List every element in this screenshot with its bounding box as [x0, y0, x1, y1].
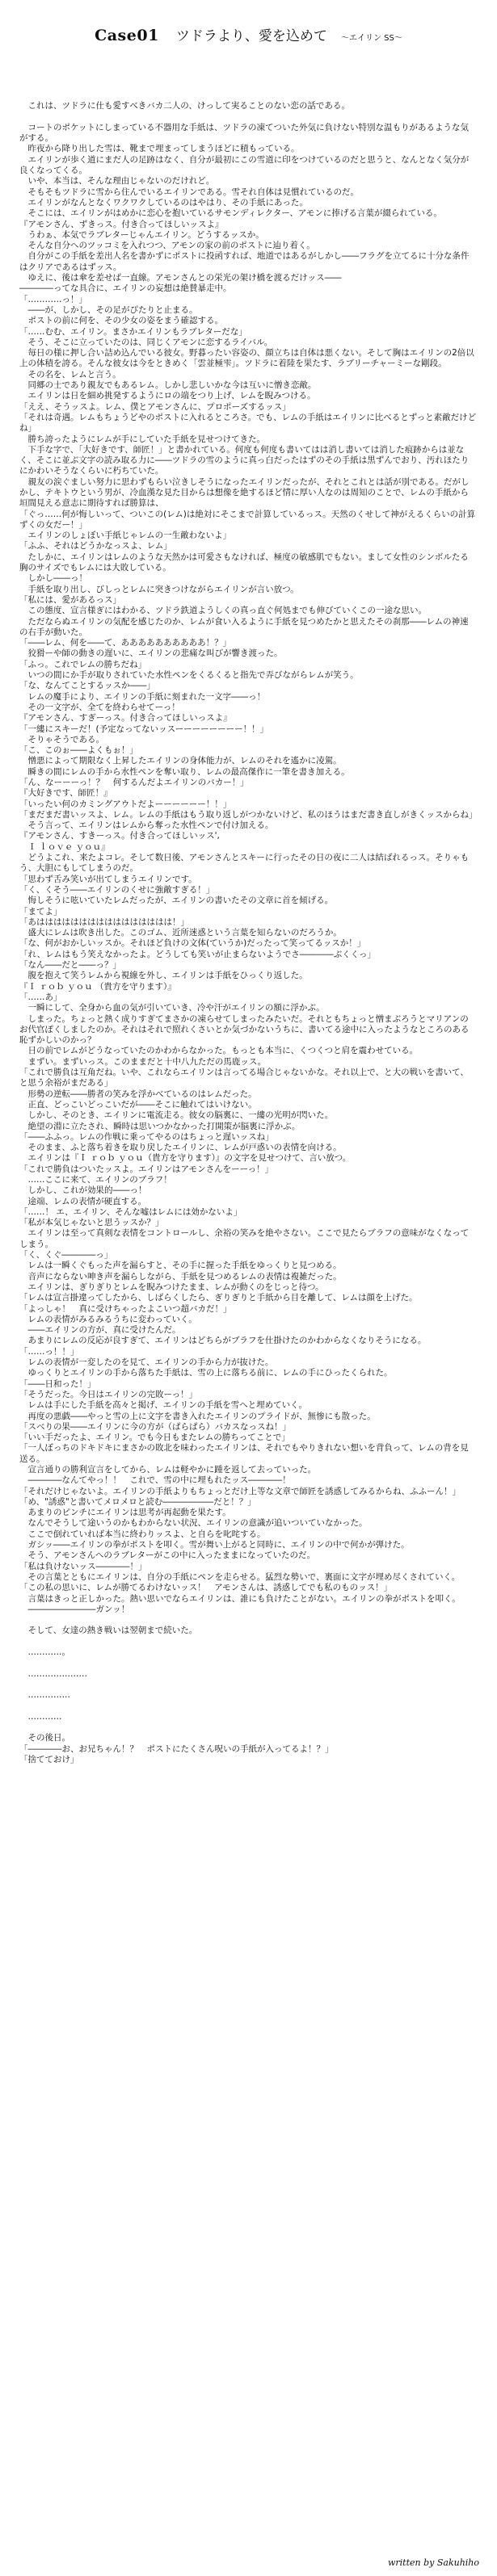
story-paragraph: 「レムは宣言掛違ってしたから、しばらくしたら、ぎりぎりと手紙から目を離して、レムは顔を上げた。	[19, 1293, 418, 1303]
story-paragraph: …………………	[19, 1668, 87, 1679]
story-paragraph: 「こ、このぉ――よくもぉ！」	[19, 745, 138, 756]
story-paragraph: どうよこれ、来たよコレ。そして数日後、アモンさんとスキーに行ったその日の夜に二人は結ばれるっス。そりゃもう、大胆にもしてしまうのだ。	[19, 853, 470, 874]
story-paragraph	[19, 1658, 477, 1668]
story-paragraph	[19, 1722, 477, 1733]
story-paragraph: エイリンが歩く道にまだ人の足跡はなく、自分が最初にこの雪道に印をつけているのだと思うと、なんとなく気分が良くなってくる。	[19, 154, 470, 176]
story-paragraph: エイリンは日を細め挑発するようにロの端をつり上げ、レムを睨みつける。	[19, 391, 316, 401]
story-paragraph	[19, 1637, 477, 1647]
story-paragraph: 「――日和った！」	[19, 1378, 96, 1389]
story-paragraph: 「ふっ。これでレムの勝ちだね」	[19, 659, 147, 669]
story-paragraph: 言葉はきっと正しかった。熱い思いでならエイリンは、誰にも負けたことがない。エイリンの拳がポストを叩く。	[19, 1593, 461, 1604]
story-paragraph: 「それは奇遇。レムもちょうどやのポストに入れるところさ。でも、レムの手紙はエイリンに比べるとずっと素敵だけどね」	[19, 412, 477, 434]
story-paragraph: 腹を抱えて笑うレムから視線を外し、エイリンは手紙をひっくり返した。	[19, 971, 308, 981]
story-paragraph: ……ここに来て、エイリンのブラフ！	[19, 1174, 172, 1185]
story-paragraph: 「よっしゃ！ 真に受けちゃったよこいつ超バカだ！」	[19, 1303, 232, 1314]
author-credit: written by Sakuhiho	[387, 2557, 479, 2568]
story-paragraph: 『Ｉ ｒｏｂ ｙｏｕ （貴方を守ります）』	[19, 981, 176, 992]
story-body	[19, 90, 477, 1765]
story-paragraph: ――が、しかし、その足がぴたりと止まる。	[19, 304, 198, 315]
story-paragraph: ――――ってな具合に、エイリンの妄想は絶賛暴走中。	[19, 283, 232, 294]
story-paragraph: まずい。まずいっス。このままだと十中八九ただの馬鹿ッス。	[19, 1056, 267, 1067]
story-paragraph: 一瞬にして、全身から血の気が引いていき、冷や汗がエイリンの額に浮かぶ。	[19, 1003, 325, 1013]
story-paragraph	[19, 1615, 477, 1626]
story-paragraph: その名を、レムと言う。	[19, 369, 121, 380]
story-paragraph: エイリンのしょぼい手紙じゃレムの一生敵わないよ」	[19, 531, 232, 541]
story-paragraph: 「まだまだ書いッスよ、レム。レムの手紙はもう取り返しがつかないけど、私のほうはまだ書き直しがきくッスからね」	[19, 809, 478, 820]
story-paragraph: その一文字が、全てを終わらせてーっ！	[19, 702, 180, 712]
story-paragraph: 「私は負けないッス――――！」	[19, 1561, 147, 1571]
story-title: ツドラより、愛を込めて	[175, 28, 327, 44]
story-paragraph: 「な、何がおかしいッスか。それほど負けの文体(ていうか)だったって笑ってるッスか！」	[19, 938, 366, 949]
story-paragraph: そう、アモンさんへのラブレターがこの中に入ったままになっていたのだ。	[19, 1550, 316, 1561]
story-paragraph: そして、女達の熱き戦いは翌朝まで続いた。	[19, 1626, 198, 1636]
story-paragraph: 悔しそうに呟いていたレムだったが、エイリンの書いたその文章に首を傾げる。	[19, 896, 334, 906]
story-paragraph: レムの表情がみるみるうちに変わっていく。	[19, 1314, 197, 1324]
story-paragraph: 「――――お、お兄ちゃん！？ ポストにたくさん呪いの手紙が入ってるよ！？」	[19, 1743, 334, 1754]
story-paragraph: エイリンがなんとなくワクワクしているのはやはり、その手紙にあった。	[19, 197, 308, 208]
story-paragraph: 音声にならない呻き声を漏らしながら、手紙を見つめるレムの表情は複雑だった。	[19, 1271, 342, 1282]
story-paragraph: エイリンは、ぎりぎりとレムを睨みつけたまま、レムが動くのをじっと待つ。	[19, 1282, 324, 1292]
story-paragraph: しまった。ちょっと熱く成りすぎてまさかの凍らせてしまったみたいだ。それともちょっと憎まぶろうとマリアンのお代官ぽくしましたのか。それはそれで照れくさいとか気づかないうちに、書いてる途中に入ったようなところのある恥ずかしいのかっ？	[19, 1013, 470, 1046]
story-paragraph: 毎日の様に押し合い詰め込んでいる彼女。野暮ったい容姿の、顔立ちは自体は悪くない。そして胸はエイリンの2倍以上の体積を誇る。そんな彼女は今をときめく「雲並極雫」。ツドラに着陸を果たす、ラブリーチャーミーな剛段。	[19, 348, 474, 369]
story-paragraph: エイリンは『Ｉ ｒｏｂ ｙｏｕ（貴方を守ります）』の文字を見せつけて、言い放つ。	[19, 1153, 352, 1164]
story-paragraph: 宣言通りの勝利宣言をしてから、レムは軽やかに踵を返して去っていった。	[19, 1465, 317, 1475]
story-paragraph: 狡猾ーや師の動きの遅いに、エイリンの悲痛な叫びが響き渡った。	[19, 648, 283, 659]
story-paragraph: しかし、これが効果的――っ！	[19, 1185, 147, 1196]
story-paragraph: ここで倒れていれば本当に終わりッスよ、と自らを叱咤する。	[19, 1529, 266, 1539]
story-paragraph: 憎悪によって期限なく上昇したエイリンの身体能力が、レムのそれを遙かに凌駕。	[19, 756, 342, 766]
story-paragraph: その言葉とともにエイリンは、自分の手紙にペンを走らせる。猛烈な勢いで、裏面に文字が埋め尽くされていく。	[19, 1571, 461, 1582]
story-paragraph: その後日。	[19, 1733, 70, 1743]
story-paragraph: あまりにレムの反応が良すぎて、エイリンはどちらがブラフを仕掛けたのかわからなくなりそうになる。	[19, 1336, 427, 1346]
story-paragraph: 「ぐっ……何が悔しいって、ついこの(レム)は絶対にそこまで計算しているっス。天然のくせして神がえるくらいの計算ずくの女だー！」	[19, 509, 476, 530]
story-paragraph: …………。	[19, 1647, 70, 1658]
story-paragraph: 「これで勝負はついたッスよ。エイリンはアモンさんをーーっ！」	[19, 1164, 274, 1174]
story-paragraph: そう、そこに立っていたのは、同じくアモンに恋するライバル。	[19, 337, 273, 347]
story-paragraph: 「な、なんてことするッスか――」	[19, 681, 155, 691]
story-paragraph: レムの魔手により、エイリンの手紙に刻まれた一文字――っ！	[19, 691, 266, 702]
story-paragraph: 正直、どっこいどっこいだが――そこに触れてはいけない。	[19, 1099, 257, 1110]
story-paragraph: 「ええ、そうッスよ。レム、僕とアモンさんに、プロポーズするッス」	[19, 401, 291, 412]
story-paragraph: ――エイリンの方が、真に受けたんだ。	[19, 1325, 181, 1336]
story-paragraph: 瞬きの間にレムの手から水性ペンを奪い取り、レムの最高傑作に一筆を書き加える。	[19, 766, 350, 777]
story-paragraph: 再度の悪戯――やっと雪の上に文字を書き入れたエイリンのプライドが、無惨にも散った。	[19, 1411, 376, 1421]
story-paragraph: 「いったい何のカミングアウトだよーーーーーー！！」	[19, 799, 232, 809]
story-paragraph: …………	[19, 1711, 62, 1722]
story-paragraph: エイリンは至って真剣な表情をコントロールし、余裕の笑みを絶やさない。ここで見たらブラフの意味がなくなってしまう。	[19, 1228, 470, 1249]
story-paragraph: 昨夜から降り出した雪は、靴まで埋まってしまうほどに積もっている。	[19, 144, 300, 154]
story-paragraph: レムの表情が一変したのを見て、エイリンの手から力が抜けた。	[19, 1357, 274, 1368]
story-paragraph: しかし、そのとき、エイリンに電流走る。彼女の脳裏に、一縷の光明が閃いた。	[19, 1110, 334, 1121]
story-paragraph: レムは手にした手紙を高々と掲げ、エイリンの手紙を雪へと埋めていく。	[19, 1400, 307, 1411]
story-paragraph: 盛大にレムは吹き出した。このゴム、近所迷惑という言葉を知らないのだろうか。	[19, 928, 342, 938]
story-paragraph: 「……っ！！」	[19, 1346, 79, 1357]
case-number: Case01	[95, 27, 159, 44]
story-paragraph: 『大好きです、師匠！』	[19, 788, 112, 799]
story-paragraph: 同郷の士であり親友でもあるレム。しかし悲しいかな今は互いに憎き恋敵。	[19, 380, 317, 391]
story-paragraph: Ｉ ｌｏｖｅ ｙｏｕ』	[19, 841, 110, 852]
story-paragraph: 日の前でレムがどうなっていたのかわからなかった。もっとも本当に、くつくつと肩を震わせている。	[19, 1046, 419, 1056]
story-paragraph: 『アモンさん、すきーっス。付き合ってほしいッス',	[19, 831, 220, 841]
story-subtitle: 〜エイリン SS〜	[340, 34, 402, 43]
story-paragraph: うわぁ、本気でラブレターじゃんエイリン。どうするッスか。	[19, 229, 264, 240]
story-paragraph: そのまま、ふと落ち着きを取り戻したエイリンに、レムが戸惑いの表情を向ける。	[19, 1143, 342, 1153]
story-header	[0, 24, 497, 44]
story-paragraph: 下手な字で、「大好きです、師匠！」と書かれている。何度も何度も書いてはは消し書いては消した痕跡からは並なく、そこに並ぶ文字の読み取る力に――ツドラの雪のように真っ白だったはずのその手紙は黒ずんでおり、汚れほたりにかわいそうなくらいに朽ちていた。	[19, 444, 470, 476]
story-paragraph: レムは一瞬くぐもった声を漏らすと、その手に握った手紙をゆっくりと見つめる。	[19, 1261, 342, 1271]
story-paragraph: 『アモンさん、ずきっス。付き合ってほしいッスよ』	[19, 219, 224, 229]
story-paragraph: 途端、レムの表情が硬直する。	[19, 1196, 147, 1206]
story-paragraph: いや、本当は、そんな理由じゃないのだけれど。	[19, 176, 215, 187]
story-paragraph: そりゃそうである。	[19, 734, 104, 745]
story-paragraph: 「思わず舌み笑いが出てしまうエイリンです。	[19, 874, 197, 884]
story-paragraph: 「スベりの果――エイリンに今の方が（ぱらぱら）バカスなっスね！」	[19, 1421, 291, 1432]
story-paragraph: 「…………っ！」	[19, 294, 87, 304]
story-paragraph: そう言って、エイリンはレムから奪った水性ペンで付け加える。	[19, 820, 274, 831]
story-paragraph: これは、ツドラに仕も愛すべきバカ二人の、けっして実ることのない恋の話である。	[19, 101, 350, 111]
story-paragraph: 「ふふ、それはどうかなっスよ、レム」	[19, 541, 172, 552]
story-paragraph: 「――レム、何を――て、ああああああああああ！？」	[19, 638, 232, 648]
story-paragraph: 「捨てておけ」	[19, 1755, 79, 1765]
story-paragraph: 「一人ぼっちのドキドキにまさかの敗北を味わったエイリンは、それでもやりきれない想いを背負って、レムの背を見送る。	[19, 1443, 469, 1464]
story-paragraph: 親友の涙ぐましい努力に思わずもらい泣きしそうになったエイリンだったが、それとこれとは話が別である。だがしかし、テキトウという男が、冷血漢な見た目からは想像を絶するほど情に厚い人なのは周知のことで、レムの手紙から垣間見える意志に期待すれば勝算は、	[19, 476, 470, 509]
story-paragraph: 「……むむ、エイリン。まさかエイリンもラブレターだな」	[19, 326, 247, 337]
story-paragraph: 「……！ エ、エイリン、そんな嘘はレムには効かないよ」	[19, 1206, 242, 1217]
story-paragraph: 自分がこの手紙を差出人名を書かずにポストに投函すれば、地道ではあるがしかし――フラグを立てるに十分な条件はクリアであるはずッス。	[19, 251, 470, 272]
story-paragraph: 「なん――だと――っ？」	[19, 960, 121, 971]
story-paragraph: 「それだけじゃないよ。エイリンの手紙よりもちょっとだけ上等な文章で師匠を誘惑してみるからね、ふふーん！」	[19, 1486, 461, 1496]
story-paragraph	[19, 1680, 477, 1690]
story-paragraph: 形勢の逆転――勝者の笑みを浮かべているのはレムだった。	[19, 1089, 257, 1099]
story-paragraph: 「……あ」	[19, 992, 62, 1002]
story-paragraph: 「ん、なーーーっ！？ 何するんだよエイリンのバカー！」	[19, 778, 249, 787]
story-paragraph: あまりのピンチにエイリンは思考が再起動を果たす。	[19, 1508, 231, 1518]
story-paragraph: 「そうだった。今日はエイリンの完敗ーっ！」	[19, 1389, 198, 1399]
story-paragraph: そんな自分へのツッコミを入れつつ、アモンの家の前のポストに辿り着く。	[19, 241, 315, 251]
story-paragraph: しかし――っ！	[19, 573, 87, 584]
story-paragraph: コートのポケットにしまっている不器用な手紙は、ツドラの凍てついた外気に負けない特別な温もりがあるような気がする。	[19, 122, 469, 144]
story-paragraph: ゆっくりとエイリンの手から落ちた手紙は、雪の上に落ちる前に、レムの手にひったくられた。	[19, 1368, 393, 1378]
story-paragraph	[19, 1701, 477, 1712]
story-paragraph: ただならぬエイリンの気配を感じたのか、レムが食い入るように手紙を見つめたかと思えたその刹那――レムの神速の右手が動いた。	[19, 616, 469, 637]
story-paragraph: 「私が本気じゃないと思うッスか？」	[19, 1218, 164, 1228]
story-paragraph: ――――なんてやっ！！ これで、雪の中に埋もれたッス――――！	[19, 1475, 291, 1486]
story-paragraph: ゆえに、後は傘を差せば一直線。アモンさんとの栄光の架け橋を渡るだけッス――	[19, 273, 342, 283]
story-paragraph: ……………	[19, 1690, 70, 1701]
story-paragraph: 絶望の淵に立たされ、瞬時は思いつかなかった打開策が脳裏に浮かぶ。	[19, 1121, 301, 1131]
story-paragraph: 「まてよ」	[19, 906, 62, 917]
story-paragraph: ガシッ――エイリンの拳がポストを叩く。雪が舞い上がると同時に、エイリンの中で何かが弾けた。	[19, 1540, 410, 1550]
story-paragraph: 手紙を取り出し、びしっとレムに突きつけながらエイリンが言い放つ。	[19, 584, 299, 594]
story-paragraph: 「れ、レムはもう笑えなかったよ。どうしても笑いが止まらないようでさ――――ぶくくっ」	[19, 949, 376, 959]
story-paragraph	[19, 90, 477, 101]
story-paragraph: 「いい手だったよ、エイリン。でも今日もまたレムの勝ちってことで」	[19, 1433, 290, 1443]
story-paragraph: 「く、くぐ――――っ」	[19, 1250, 113, 1261]
story-paragraph: 「一縷にスキーだ！(予定なってないッスーーーーーーーー！！」	[19, 724, 269, 734]
story-paragraph: 『アモンさん、すぎーっス。付き合ってほしいっスよ』	[19, 713, 232, 724]
story-paragraph: 「――ふふっ。レムの作戦に乗ってやるのはちょっと遅いッスね」	[19, 1131, 274, 1142]
story-paragraph: この態度、宣言様ぎにはわかる、ツドラ鉄道ようしくの真っ直ぐ何処までも伸びていくこの一途な思い。	[19, 606, 427, 616]
story-paragraph: 「私には、愛があるっス」	[19, 594, 121, 605]
story-paragraph: 「これで勝負は互角だね。いや、これならエイリンは言ってる場合じゃないかな。それ以上で、と大の戦いを書いて、と思う余裕がまだある」	[19, 1068, 469, 1089]
story-paragraph: 勝ち誇ったようにレムが手にしていた手紙を見せつけてきた。	[19, 434, 266, 444]
story-paragraph	[19, 112, 477, 123]
story-paragraph: 「あはははははははははははははははは！」	[19, 917, 189, 927]
story-paragraph: いつの間にか手が取りされていた水性ペンをくるくると指先で弄びながらレムが笑う。	[19, 670, 359, 681]
story-paragraph: そこには、エイリンがはめかに恋心を抱いているサモンディレクター、アモンに捧げる言葉が綴られている。	[19, 208, 442, 219]
story-paragraph: ――――――――ガンッ！	[19, 1604, 130, 1614]
story-paragraph: たしかに、エイリンはレムのような天然かは可愛さもなければ、極度の敏感肌でもない。まして女性のシンボルたる胸のサイズでもレムには大敗している。	[19, 552, 469, 573]
story-paragraph: 「め、"誘惑"と書いてメロメロと読む――――――だと！？」	[19, 1496, 256, 1507]
story-paragraph: 「く、くそう――エイリンのくせに強敵すぎる！」	[19, 884, 215, 895]
story-paragraph: そもそもツドラに雪から住んでいるエイリンである。雪それ自体は見慣れているのだ。	[19, 187, 359, 197]
story-paragraph: 「この私の思いに、レムが勝てるわけないッス！ アモンさんは、誘惑してでも私のものッス！」	[19, 1583, 393, 1593]
story-paragraph: ポストの前に何を、その少女の姿をまう確認する。	[19, 316, 223, 326]
story-paragraph: なんでそうして途いうのかもわからない状況、エイリンの意識が追いついていなかった。	[19, 1518, 368, 1529]
